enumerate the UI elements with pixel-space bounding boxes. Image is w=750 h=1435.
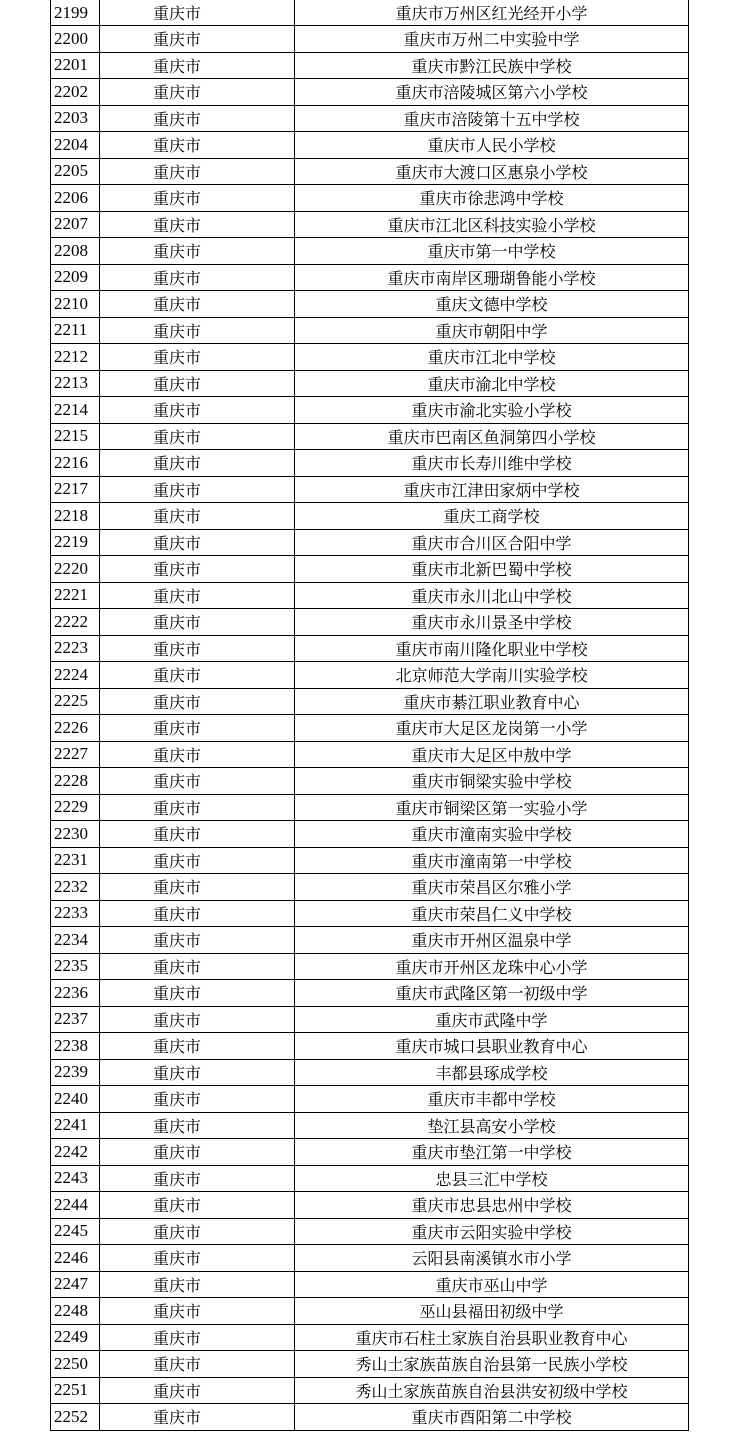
school-name-cell: 重庆市朝阳中学 — [295, 317, 689, 344]
city-cell: 重庆市 — [100, 1298, 295, 1325]
row-number: 2226 — [51, 715, 100, 742]
table-row — [51, 1218, 688, 1245]
row-number: 2207 — [51, 211, 100, 238]
school-name-cell: 重庆市武隆区第一初级中学 — [295, 980, 689, 1007]
city-cell: 重庆市 — [100, 79, 295, 106]
table-row — [51, 370, 688, 397]
row-number: 2221 — [51, 582, 100, 609]
table-row — [51, 423, 688, 450]
table-row — [51, 741, 688, 768]
row-number: 2231 — [51, 847, 100, 874]
table-row — [51, 503, 688, 530]
row-number: 2208 — [51, 238, 100, 265]
row-number: 2240 — [51, 1086, 100, 1113]
school-name-cell: 重庆市大足区龙岗第一小学 — [295, 715, 689, 742]
row-number: 2227 — [51, 741, 100, 768]
table-row — [51, 1192, 688, 1219]
school-name-cell: 秀山土家族苗族自治县洪安初级中学校 — [295, 1377, 689, 1404]
row-number: 2201 — [51, 52, 100, 79]
school-name-cell: 重庆市江北区科技实验小学校 — [295, 211, 689, 238]
city-cell: 重庆市 — [100, 1351, 295, 1378]
school-name-cell: 重庆市铜梁实验中学校 — [295, 768, 689, 795]
city-cell: 重庆市 — [100, 768, 295, 795]
table-row — [51, 158, 688, 185]
row-number: 2202 — [51, 79, 100, 106]
row-number: 2217 — [51, 476, 100, 503]
table-row — [51, 529, 688, 556]
row-number: 2200 — [51, 26, 100, 53]
school-name-cell: 重庆市大渡口区惠泉小学校 — [295, 158, 689, 185]
table-row — [51, 132, 688, 159]
city-cell: 重庆市 — [100, 1112, 295, 1139]
school-name-cell: 重庆市开州区龙珠中心小学 — [295, 953, 689, 980]
city-cell: 重庆市 — [100, 688, 295, 715]
city-cell: 重庆市 — [100, 52, 295, 79]
table-row — [51, 291, 688, 318]
row-number: 2203 — [51, 105, 100, 132]
school-name-cell: 重庆市巴南区鱼洞第四小学校 — [295, 423, 689, 450]
row-number: 2250 — [51, 1351, 100, 1378]
city-cell: 重庆市 — [100, 715, 295, 742]
city-cell: 重庆市 — [100, 1086, 295, 1113]
table-row — [51, 900, 688, 927]
city-cell: 重庆市 — [100, 185, 295, 212]
city-cell: 重庆市 — [100, 529, 295, 556]
table-row — [51, 609, 688, 636]
school-name-cell: 北京师范大学南川实验学校 — [295, 662, 689, 689]
school-name-cell: 重庆文德中学校 — [295, 291, 689, 318]
table-row — [51, 874, 688, 901]
row-number: 2237 — [51, 1006, 100, 1033]
school-name-cell: 重庆市大足区中敖中学 — [295, 741, 689, 768]
row-number: 2210 — [51, 291, 100, 318]
row-number: 2216 — [51, 450, 100, 477]
city-cell: 重庆市 — [100, 344, 295, 371]
school-name-cell: 重庆市北新巴蜀中学校 — [295, 556, 689, 583]
row-number: 2222 — [51, 609, 100, 636]
row-number: 2239 — [51, 1059, 100, 1086]
row-number: 2242 — [51, 1139, 100, 1166]
school-name-cell: 丰都县琢成学校 — [295, 1059, 689, 1086]
city-cell: 重庆市 — [100, 927, 295, 954]
school-name-cell: 重庆市垫江第一中学校 — [295, 1139, 689, 1166]
city-cell: 重庆市 — [100, 1059, 295, 1086]
table-row — [51, 821, 688, 848]
school-name-cell: 重庆市涪陵第十五中学校 — [295, 105, 689, 132]
city-cell: 重庆市 — [100, 317, 295, 344]
school-name-cell: 云阳县南溪镇水市小学 — [295, 1245, 689, 1272]
row-number: 2246 — [51, 1245, 100, 1272]
table-row — [51, 1271, 688, 1298]
table-row — [51, 238, 688, 265]
row-number: 2236 — [51, 980, 100, 1007]
table-row — [51, 688, 688, 715]
row-number: 2249 — [51, 1324, 100, 1351]
table-row — [51, 264, 688, 291]
school-name-cell: 重庆市丰都中学校 — [295, 1086, 689, 1113]
table-row — [51, 1245, 688, 1272]
row-number: 2212 — [51, 344, 100, 371]
table-row — [51, 1324, 688, 1351]
table-row — [51, 768, 688, 795]
city-cell: 重庆市 — [100, 609, 295, 636]
school-name-cell: 忠县三汇中学校 — [295, 1165, 689, 1192]
school-name-cell: 秀山土家族苗族自治县第一民族小学校 — [295, 1351, 689, 1378]
city-cell: 重庆市 — [100, 264, 295, 291]
school-name-cell: 重庆工商学校 — [295, 503, 689, 530]
city-cell: 重庆市 — [100, 794, 295, 821]
school-name-cell: 重庆市南川隆化职业中学校 — [295, 635, 689, 662]
table-row — [51, 556, 688, 583]
school-name-cell: 重庆市开州区温泉中学 — [295, 927, 689, 954]
table-row — [51, 794, 688, 821]
row-number: 2213 — [51, 370, 100, 397]
city-cell: 重庆市 — [100, 1139, 295, 1166]
school-name-cell: 重庆市武隆中学 — [295, 1006, 689, 1033]
table-row — [51, 344, 688, 371]
row-number: 2233 — [51, 900, 100, 927]
city-cell: 重庆市 — [100, 450, 295, 477]
school-name-cell: 重庆市潼南第一中学校 — [295, 847, 689, 874]
city-cell: 重庆市 — [100, 370, 295, 397]
school-name-cell: 重庆市万州区红光经开小学 — [295, 0, 689, 26]
table-row — [51, 847, 688, 874]
table-row — [51, 1112, 688, 1139]
table-row — [51, 26, 688, 53]
city-cell: 重庆市 — [100, 953, 295, 980]
city-cell: 重庆市 — [100, 556, 295, 583]
table-row — [51, 185, 688, 212]
table-row — [51, 662, 688, 689]
table-row — [51, 397, 688, 424]
city-cell: 重庆市 — [100, 980, 295, 1007]
city-cell: 重庆市 — [100, 132, 295, 159]
school-name-cell: 重庆市忠县忠州中学校 — [295, 1192, 689, 1219]
row-number: 2215 — [51, 423, 100, 450]
school-name-cell: 重庆市石柱土家族自治县职业教育中心 — [295, 1324, 689, 1351]
row-number: 2225 — [51, 688, 100, 715]
row-number: 2230 — [51, 821, 100, 848]
row-number: 2238 — [51, 1033, 100, 1060]
table-row — [51, 317, 688, 344]
row-number: 2205 — [51, 158, 100, 185]
row-number: 2219 — [51, 529, 100, 556]
table-row — [51, 1165, 688, 1192]
city-cell: 重庆市 — [100, 1192, 295, 1219]
city-cell: 重庆市 — [100, 821, 295, 848]
school-name-cell: 重庆市南岸区珊瑚鲁能小学校 — [295, 264, 689, 291]
city-cell: 重庆市 — [100, 1165, 295, 1192]
table-row — [51, 1033, 688, 1060]
table-row — [51, 1139, 688, 1166]
row-number: 2247 — [51, 1271, 100, 1298]
school-name-cell: 重庆市巫山中学 — [295, 1271, 689, 1298]
row-number: 2248 — [51, 1298, 100, 1325]
city-cell: 重庆市 — [100, 635, 295, 662]
school-name-cell: 重庆市长寿川维中学校 — [295, 450, 689, 477]
row-number: 2214 — [51, 397, 100, 424]
table-row — [51, 1298, 688, 1325]
row-number: 2229 — [51, 794, 100, 821]
school-name-cell: 重庆市永川北山中学校 — [295, 582, 689, 609]
table-row — [51, 980, 688, 1007]
city-cell: 重庆市 — [100, 1218, 295, 1245]
city-cell: 重庆市 — [100, 1324, 295, 1351]
table-body — [51, 0, 688, 1430]
table-row — [51, 1086, 688, 1113]
table-row — [51, 1006, 688, 1033]
city-cell: 重庆市 — [100, 1377, 295, 1404]
table-row — [51, 105, 688, 132]
school-name-cell: 重庆市万州二中实验中学 — [295, 26, 689, 53]
city-cell: 重庆市 — [100, 476, 295, 503]
city-cell: 重庆市 — [100, 900, 295, 927]
school-name-cell: 重庆市黔江民族中学校 — [295, 52, 689, 79]
school-name-cell: 重庆市江津田家炳中学校 — [295, 476, 689, 503]
school-name-cell: 重庆市江北中学校 — [295, 344, 689, 371]
city-cell: 重庆市 — [100, 423, 295, 450]
row-number: 2199 — [51, 0, 100, 26]
row-number: 2218 — [51, 503, 100, 530]
city-cell: 重庆市 — [100, 397, 295, 424]
school-name-cell: 重庆市潼南实验中学校 — [295, 821, 689, 848]
school-name-cell: 重庆市合川区合阳中学 — [295, 529, 689, 556]
school-name-cell: 重庆市永川景圣中学校 — [295, 609, 689, 636]
city-cell: 重庆市 — [100, 582, 295, 609]
row-number: 2251 — [51, 1377, 100, 1404]
table-row — [51, 52, 688, 79]
school-list-table — [50, 0, 689, 1431]
school-name-cell: 重庆市铜梁区第一实验小学 — [295, 794, 689, 821]
row-number: 2232 — [51, 874, 100, 901]
row-number: 2244 — [51, 1192, 100, 1219]
table-row — [51, 211, 688, 238]
row-number: 2252 — [51, 1404, 100, 1431]
row-number: 2220 — [51, 556, 100, 583]
city-cell: 重庆市 — [100, 291, 295, 318]
table-row — [51, 1377, 688, 1404]
city-cell: 重庆市 — [100, 1006, 295, 1033]
row-number: 2228 — [51, 768, 100, 795]
city-cell: 重庆市 — [100, 741, 295, 768]
table-row — [51, 1059, 688, 1086]
table-row — [51, 715, 688, 742]
school-name-cell: 重庆市渝北中学校 — [295, 370, 689, 397]
city-cell: 重庆市 — [100, 105, 295, 132]
city-cell: 重庆市 — [100, 238, 295, 265]
row-number: 2206 — [51, 185, 100, 212]
school-name-cell: 重庆市人民小学校 — [295, 132, 689, 159]
row-number: 2235 — [51, 953, 100, 980]
city-cell: 重庆市 — [100, 1404, 295, 1431]
school-name-cell: 垫江县高安小学校 — [295, 1112, 689, 1139]
table-row — [51, 0, 688, 26]
table-row — [51, 450, 688, 477]
school-name-cell: 重庆市荣昌仁义中学校 — [295, 900, 689, 927]
row-number: 2223 — [51, 635, 100, 662]
school-name-cell: 重庆市城口县职业教育中心 — [295, 1033, 689, 1060]
row-number: 2245 — [51, 1218, 100, 1245]
city-cell: 重庆市 — [100, 503, 295, 530]
table-row — [51, 1351, 688, 1378]
city-cell: 重庆市 — [100, 1271, 295, 1298]
table-row — [51, 953, 688, 980]
school-name-cell: 重庆市渝北实验小学校 — [295, 397, 689, 424]
school-name-cell: 重庆市涪陵城区第六小学校 — [295, 79, 689, 106]
city-cell: 重庆市 — [100, 1033, 295, 1060]
table-row — [51, 476, 688, 503]
row-number: 2243 — [51, 1165, 100, 1192]
row-number: 2234 — [51, 927, 100, 954]
row-number: 2211 — [51, 317, 100, 344]
city-cell: 重庆市 — [100, 211, 295, 238]
table — [51, 0, 688, 1431]
row-number: 2241 — [51, 1112, 100, 1139]
table-row — [51, 79, 688, 106]
city-cell: 重庆市 — [100, 26, 295, 53]
city-cell: 重庆市 — [100, 662, 295, 689]
school-name-cell: 重庆市荣昌区尔雅小学 — [295, 874, 689, 901]
row-number: 2204 — [51, 132, 100, 159]
row-number: 2224 — [51, 662, 100, 689]
school-name-cell: 重庆市第一中学校 — [295, 238, 689, 265]
city-cell: 重庆市 — [100, 847, 295, 874]
city-cell: 重庆市 — [100, 0, 295, 26]
row-number: 2209 — [51, 264, 100, 291]
table-row — [51, 1404, 688, 1431]
school-name-cell: 重庆市徐悲鸿中学校 — [295, 185, 689, 212]
city-cell: 重庆市 — [100, 158, 295, 185]
table-row — [51, 635, 688, 662]
school-name-cell: 重庆市酉阳第二中学校 — [295, 1404, 689, 1431]
table-row — [51, 582, 688, 609]
city-cell: 重庆市 — [100, 874, 295, 901]
school-name-cell: 重庆市云阳实验中学校 — [295, 1218, 689, 1245]
city-cell: 重庆市 — [100, 1245, 295, 1272]
school-name-cell: 巫山县福田初级中学 — [295, 1298, 689, 1325]
school-name-cell: 重庆市綦江职业教育中心 — [295, 688, 689, 715]
table-row — [51, 927, 688, 954]
